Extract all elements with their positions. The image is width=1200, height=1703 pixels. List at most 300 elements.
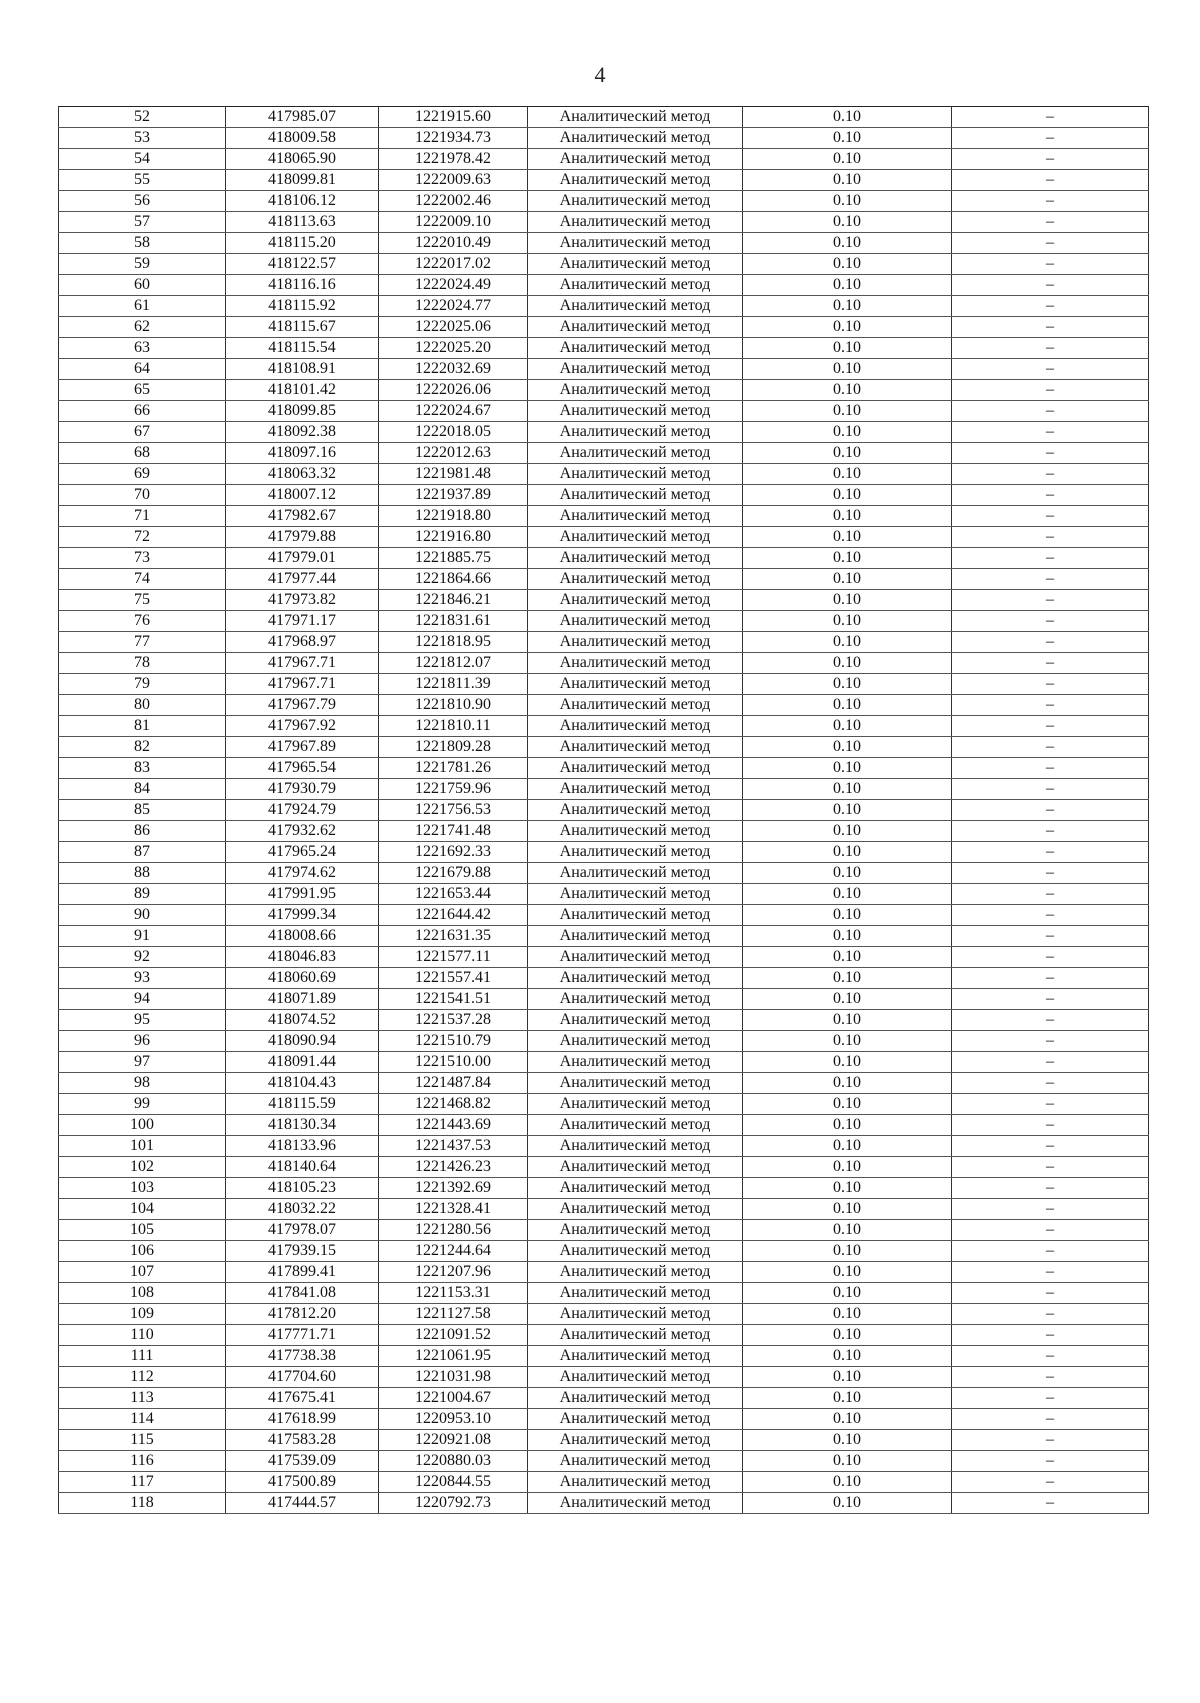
point-number-cell: 93	[59, 968, 226, 989]
point-number-cell: 56	[59, 191, 226, 212]
accuracy-cell: 0.10	[743, 212, 952, 233]
x-coordinate-cell: 418071.89	[226, 989, 379, 1010]
note-cell: –	[952, 1220, 1149, 1241]
table-row	[59, 191, 1149, 212]
accuracy-cell: 0.10	[743, 1241, 952, 1262]
y-coordinate-cell: 1220921.08	[379, 1430, 528, 1451]
y-coordinate-cell: 1220844.55	[379, 1472, 528, 1493]
x-coordinate-cell: 417979.88	[226, 527, 379, 548]
y-coordinate-cell: 1221631.35	[379, 926, 528, 947]
y-coordinate-cell: 1221934.73	[379, 128, 528, 149]
method-cell: Аналитический метод	[528, 947, 743, 968]
y-coordinate-cell: 1221577.11	[379, 947, 528, 968]
point-number-cell: 75	[59, 590, 226, 611]
method-cell: Аналитический метод	[528, 191, 743, 212]
x-coordinate-cell: 417967.92	[226, 716, 379, 737]
y-coordinate-cell: 1221031.98	[379, 1367, 528, 1388]
note-cell: –	[952, 1367, 1149, 1388]
table-row	[59, 128, 1149, 149]
x-coordinate-cell: 417967.71	[226, 653, 379, 674]
y-coordinate-cell: 1221756.53	[379, 800, 528, 821]
method-cell: Аналитический метод	[528, 590, 743, 611]
table-row	[59, 548, 1149, 569]
point-number-cell: 86	[59, 821, 226, 842]
table-row	[59, 422, 1149, 443]
table-row	[59, 338, 1149, 359]
point-number-cell: 64	[59, 359, 226, 380]
table-row	[59, 716, 1149, 737]
accuracy-cell: 0.10	[743, 968, 952, 989]
table-row	[59, 464, 1149, 485]
y-coordinate-cell: 1221812.07	[379, 653, 528, 674]
table-row	[59, 569, 1149, 590]
x-coordinate-cell: 418108.91	[226, 359, 379, 380]
x-coordinate-cell: 418115.92	[226, 296, 379, 317]
method-cell: Аналитический метод	[528, 1241, 743, 1262]
note-cell: –	[952, 611, 1149, 632]
point-number-cell: 61	[59, 296, 226, 317]
accuracy-cell: 0.10	[743, 338, 952, 359]
accuracy-cell: 0.10	[743, 527, 952, 548]
method-cell: Аналитический метод	[528, 128, 743, 149]
point-number-cell: 116	[59, 1451, 226, 1472]
point-number-cell: 106	[59, 1241, 226, 1262]
accuracy-cell: 0.10	[743, 548, 952, 569]
point-number-cell: 99	[59, 1094, 226, 1115]
table-row	[59, 779, 1149, 800]
y-coordinate-cell: 1220880.03	[379, 1451, 528, 1472]
note-cell: –	[952, 506, 1149, 527]
x-coordinate-cell: 417974.62	[226, 863, 379, 884]
accuracy-cell: 0.10	[743, 653, 952, 674]
point-number-cell: 83	[59, 758, 226, 779]
note-cell: –	[952, 1136, 1149, 1157]
table-row	[59, 611, 1149, 632]
note-cell: –	[952, 149, 1149, 170]
table-row	[59, 1031, 1149, 1052]
x-coordinate-cell: 418032.22	[226, 1199, 379, 1220]
point-number-cell: 95	[59, 1010, 226, 1031]
x-coordinate-cell: 417500.89	[226, 1472, 379, 1493]
note-cell: –	[952, 779, 1149, 800]
note-cell: –	[952, 1325, 1149, 1346]
x-coordinate-cell: 418133.96	[226, 1136, 379, 1157]
note-cell: –	[952, 359, 1149, 380]
method-cell: Аналитический метод	[528, 317, 743, 338]
y-coordinate-cell: 1220953.10	[379, 1409, 528, 1430]
y-coordinate-cell: 1222018.05	[379, 422, 528, 443]
method-cell: Аналитический метод	[528, 569, 743, 590]
accuracy-cell: 0.10	[743, 359, 952, 380]
method-cell: Аналитический метод	[528, 1388, 743, 1409]
accuracy-cell: 0.10	[743, 884, 952, 905]
point-number-cell: 66	[59, 401, 226, 422]
point-number-cell: 110	[59, 1325, 226, 1346]
y-coordinate-cell: 1221443.69	[379, 1115, 528, 1136]
table-row	[59, 884, 1149, 905]
table-row	[59, 506, 1149, 527]
y-coordinate-cell: 1221091.52	[379, 1325, 528, 1346]
point-number-cell: 103	[59, 1178, 226, 1199]
y-coordinate-cell: 1222009.63	[379, 170, 528, 191]
x-coordinate-cell: 417985.07	[226, 107, 379, 128]
x-coordinate-cell: 418105.23	[226, 1178, 379, 1199]
method-cell: Аналитический метод	[528, 779, 743, 800]
x-coordinate-cell: 417899.41	[226, 1262, 379, 1283]
point-number-cell: 97	[59, 1052, 226, 1073]
note-cell: –	[952, 233, 1149, 254]
x-coordinate-cell: 417771.71	[226, 1325, 379, 1346]
accuracy-cell: 0.10	[743, 1409, 952, 1430]
accuracy-cell: 0.10	[743, 1283, 952, 1304]
table-row	[59, 107, 1149, 128]
table-row	[59, 1388, 1149, 1409]
accuracy-cell: 0.10	[743, 191, 952, 212]
note-cell: –	[952, 905, 1149, 926]
accuracy-cell: 0.10	[743, 1304, 952, 1325]
point-number-cell: 112	[59, 1367, 226, 1388]
note-cell: –	[952, 1262, 1149, 1283]
y-coordinate-cell: 1221811.39	[379, 674, 528, 695]
table-row	[59, 1157, 1149, 1178]
y-coordinate-cell: 1221127.58	[379, 1304, 528, 1325]
note-cell: –	[952, 254, 1149, 275]
table-row	[59, 653, 1149, 674]
method-cell: Аналитический метод	[528, 1094, 743, 1115]
point-number-cell: 105	[59, 1220, 226, 1241]
x-coordinate-cell: 418101.42	[226, 380, 379, 401]
x-coordinate-cell: 418115.54	[226, 338, 379, 359]
accuracy-cell: 0.10	[743, 716, 952, 737]
coordinates-table-body	[59, 107, 1149, 1514]
table-row	[59, 632, 1149, 653]
note-cell: –	[952, 1346, 1149, 1367]
note-cell: –	[952, 1031, 1149, 1052]
note-cell: –	[952, 107, 1149, 128]
accuracy-cell: 0.10	[743, 380, 952, 401]
table-row	[59, 317, 1149, 338]
x-coordinate-cell: 417965.54	[226, 758, 379, 779]
table-row	[59, 800, 1149, 821]
note-cell: –	[952, 1388, 1149, 1409]
point-number-cell: 88	[59, 863, 226, 884]
note-cell: –	[952, 380, 1149, 401]
table-row	[59, 1052, 1149, 1073]
accuracy-cell: 0.10	[743, 1451, 952, 1472]
point-number-cell: 67	[59, 422, 226, 443]
note-cell: –	[952, 863, 1149, 884]
x-coordinate-cell: 418122.57	[226, 254, 379, 275]
method-cell: Аналитический метод	[528, 800, 743, 821]
y-coordinate-cell: 1221916.80	[379, 527, 528, 548]
y-coordinate-cell: 1220792.73	[379, 1493, 528, 1514]
y-coordinate-cell: 1222024.49	[379, 275, 528, 296]
method-cell: Аналитический метод	[528, 338, 743, 359]
table-row	[59, 1346, 1149, 1367]
x-coordinate-cell: 417704.60	[226, 1367, 379, 1388]
method-cell: Аналитический метод	[528, 1157, 743, 1178]
point-number-cell: 62	[59, 317, 226, 338]
note-cell: –	[952, 1241, 1149, 1262]
method-cell: Аналитический метод	[528, 905, 743, 926]
note-cell: –	[952, 1115, 1149, 1136]
y-coordinate-cell: 1221510.00	[379, 1052, 528, 1073]
point-number-cell: 115	[59, 1430, 226, 1451]
x-coordinate-cell: 418099.81	[226, 170, 379, 191]
table-row	[59, 212, 1149, 233]
point-number-cell: 111	[59, 1346, 226, 1367]
note-cell: –	[952, 947, 1149, 968]
method-cell: Аналитический метод	[528, 1178, 743, 1199]
accuracy-cell: 0.10	[743, 926, 952, 947]
y-coordinate-cell: 1221978.42	[379, 149, 528, 170]
method-cell: Аналитический метод	[528, 842, 743, 863]
method-cell: Аналитический метод	[528, 968, 743, 989]
point-number-cell: 87	[59, 842, 226, 863]
y-coordinate-cell: 1221557.41	[379, 968, 528, 989]
table-row	[59, 674, 1149, 695]
point-number-cell: 63	[59, 338, 226, 359]
method-cell: Аналитический метод	[528, 737, 743, 758]
y-coordinate-cell: 1221510.79	[379, 1031, 528, 1052]
note-cell: –	[952, 548, 1149, 569]
y-coordinate-cell: 1221692.33	[379, 842, 528, 863]
point-number-cell: 72	[59, 527, 226, 548]
accuracy-cell: 0.10	[743, 1388, 952, 1409]
point-number-cell: 71	[59, 506, 226, 527]
table-row	[59, 1094, 1149, 1115]
method-cell: Аналитический метод	[528, 443, 743, 464]
method-cell: Аналитический метод	[528, 1304, 743, 1325]
method-cell: Аналитический метод	[528, 464, 743, 485]
point-number-cell: 53	[59, 128, 226, 149]
table-row	[59, 737, 1149, 758]
accuracy-cell: 0.10	[743, 443, 952, 464]
y-coordinate-cell: 1222032.69	[379, 359, 528, 380]
y-coordinate-cell: 1221809.28	[379, 737, 528, 758]
point-number-cell: 74	[59, 569, 226, 590]
table-row	[59, 1409, 1149, 1430]
note-cell: –	[952, 1472, 1149, 1493]
y-coordinate-cell: 1221426.23	[379, 1157, 528, 1178]
point-number-cell: 94	[59, 989, 226, 1010]
point-number-cell: 90	[59, 905, 226, 926]
point-number-cell: 54	[59, 149, 226, 170]
method-cell: Аналитический метод	[528, 1073, 743, 1094]
x-coordinate-cell: 418008.66	[226, 926, 379, 947]
accuracy-cell: 0.10	[743, 1199, 952, 1220]
y-coordinate-cell: 1222002.46	[379, 191, 528, 212]
y-coordinate-cell: 1222010.49	[379, 233, 528, 254]
note-cell: –	[952, 527, 1149, 548]
note-cell: –	[952, 1409, 1149, 1430]
method-cell: Аналитический метод	[528, 1136, 743, 1157]
note-cell: –	[952, 842, 1149, 863]
table-row	[59, 1451, 1149, 1472]
note-cell: –	[952, 653, 1149, 674]
method-cell: Аналитический метод	[528, 422, 743, 443]
table-row	[59, 1199, 1149, 1220]
point-number-cell: 100	[59, 1115, 226, 1136]
table-row	[59, 989, 1149, 1010]
x-coordinate-cell: 418007.12	[226, 485, 379, 506]
table-row	[59, 1136, 1149, 1157]
y-coordinate-cell: 1221644.42	[379, 905, 528, 926]
table-row	[59, 149, 1149, 170]
note-cell: –	[952, 338, 1149, 359]
method-cell: Аналитический метод	[528, 1430, 743, 1451]
table-row	[59, 296, 1149, 317]
table-row	[59, 1010, 1149, 1031]
accuracy-cell: 0.10	[743, 863, 952, 884]
note-cell: –	[952, 884, 1149, 905]
note-cell: –	[952, 821, 1149, 842]
accuracy-cell: 0.10	[743, 800, 952, 821]
accuracy-cell: 0.10	[743, 275, 952, 296]
method-cell: Аналитический метод	[528, 695, 743, 716]
method-cell: Аналитический метод	[528, 1031, 743, 1052]
x-coordinate-cell: 417924.79	[226, 800, 379, 821]
accuracy-cell: 0.10	[743, 821, 952, 842]
accuracy-cell: 0.10	[743, 422, 952, 443]
x-coordinate-cell: 417979.01	[226, 548, 379, 569]
table-row	[59, 1262, 1149, 1283]
accuracy-cell: 0.10	[743, 317, 952, 338]
y-coordinate-cell: 1221915.60	[379, 107, 528, 128]
accuracy-cell: 0.10	[743, 1325, 952, 1346]
table-row	[59, 359, 1149, 380]
y-coordinate-cell: 1221937.89	[379, 485, 528, 506]
y-coordinate-cell: 1221537.28	[379, 1010, 528, 1031]
x-coordinate-cell: 418065.90	[226, 149, 379, 170]
x-coordinate-cell: 418115.20	[226, 233, 379, 254]
accuracy-cell: 0.10	[743, 1157, 952, 1178]
table-row	[59, 254, 1149, 275]
method-cell: Аналитический метод	[528, 653, 743, 674]
note-cell: –	[952, 1010, 1149, 1031]
x-coordinate-cell: 417982.67	[226, 506, 379, 527]
method-cell: Аналитический метод	[528, 212, 743, 233]
point-number-cell: 102	[59, 1157, 226, 1178]
accuracy-cell: 0.10	[743, 1430, 952, 1451]
accuracy-cell: 0.10	[743, 674, 952, 695]
y-coordinate-cell: 1221741.48	[379, 821, 528, 842]
method-cell: Аналитический метод	[528, 527, 743, 548]
table-row	[59, 401, 1149, 422]
point-number-cell: 98	[59, 1073, 226, 1094]
point-number-cell: 69	[59, 464, 226, 485]
x-coordinate-cell: 418090.94	[226, 1031, 379, 1052]
point-number-cell: 80	[59, 695, 226, 716]
note-cell: –	[952, 275, 1149, 296]
x-coordinate-cell: 418099.85	[226, 401, 379, 422]
y-coordinate-cell: 1222012.63	[379, 443, 528, 464]
y-coordinate-cell: 1221831.61	[379, 611, 528, 632]
table-row	[59, 1304, 1149, 1325]
table-row	[59, 527, 1149, 548]
accuracy-cell: 0.10	[743, 1052, 952, 1073]
note-cell: –	[952, 737, 1149, 758]
note-cell: –	[952, 989, 1149, 1010]
accuracy-cell: 0.10	[743, 1346, 952, 1367]
point-number-cell: 70	[59, 485, 226, 506]
point-number-cell: 92	[59, 947, 226, 968]
method-cell: Аналитический метод	[528, 1325, 743, 1346]
x-coordinate-cell: 417977.44	[226, 569, 379, 590]
method-cell: Аналитический метод	[528, 1199, 743, 1220]
x-coordinate-cell: 418046.83	[226, 947, 379, 968]
y-coordinate-cell: 1222026.06	[379, 380, 528, 401]
point-number-cell: 85	[59, 800, 226, 821]
y-coordinate-cell: 1221437.53	[379, 1136, 528, 1157]
method-cell: Аналитический метод	[528, 989, 743, 1010]
x-coordinate-cell: 418097.16	[226, 443, 379, 464]
note-cell: –	[952, 968, 1149, 989]
x-coordinate-cell: 417841.08	[226, 1283, 379, 1304]
method-cell: Аналитический метод	[528, 758, 743, 779]
y-coordinate-cell: 1221541.51	[379, 989, 528, 1010]
note-cell: –	[952, 1052, 1149, 1073]
point-number-cell: 101	[59, 1136, 226, 1157]
method-cell: Аналитический метод	[528, 149, 743, 170]
table-row	[59, 1073, 1149, 1094]
y-coordinate-cell: 1221153.31	[379, 1283, 528, 1304]
point-number-cell: 81	[59, 716, 226, 737]
note-cell: –	[952, 485, 1149, 506]
x-coordinate-cell: 417930.79	[226, 779, 379, 800]
point-number-cell: 104	[59, 1199, 226, 1220]
x-coordinate-cell: 417583.28	[226, 1430, 379, 1451]
point-number-cell: 78	[59, 653, 226, 674]
method-cell: Аналитический метод	[528, 506, 743, 527]
accuracy-cell: 0.10	[743, 947, 952, 968]
y-coordinate-cell: 1221818.95	[379, 632, 528, 653]
y-coordinate-cell: 1221679.88	[379, 863, 528, 884]
y-coordinate-cell: 1221846.21	[379, 590, 528, 611]
page-number: 4	[594, 62, 606, 87]
accuracy-cell: 0.10	[743, 590, 952, 611]
note-cell: –	[952, 1073, 1149, 1094]
method-cell: Аналитический метод	[528, 863, 743, 884]
accuracy-cell: 0.10	[743, 1178, 952, 1199]
note-cell: –	[952, 422, 1149, 443]
note-cell: –	[952, 1283, 1149, 1304]
x-coordinate-cell: 417932.62	[226, 821, 379, 842]
x-coordinate-cell: 417967.71	[226, 674, 379, 695]
x-coordinate-cell: 417539.09	[226, 1451, 379, 1472]
x-coordinate-cell: 418106.12	[226, 191, 379, 212]
y-coordinate-cell: 1221468.82	[379, 1094, 528, 1115]
table-row	[59, 1178, 1149, 1199]
accuracy-cell: 0.10	[743, 464, 952, 485]
y-coordinate-cell: 1222025.20	[379, 338, 528, 359]
accuracy-cell: 0.10	[743, 1262, 952, 1283]
note-cell: –	[952, 128, 1149, 149]
table-row	[59, 1220, 1149, 1241]
x-coordinate-cell: 417968.97	[226, 632, 379, 653]
accuracy-cell: 0.10	[743, 1094, 952, 1115]
x-coordinate-cell: 417973.82	[226, 590, 379, 611]
table-row	[59, 695, 1149, 716]
method-cell: Аналитический метод	[528, 1262, 743, 1283]
method-cell: Аналитический метод	[528, 296, 743, 317]
accuracy-cell: 0.10	[743, 989, 952, 1010]
x-coordinate-cell: 418091.44	[226, 1052, 379, 1073]
y-coordinate-cell: 1221885.75	[379, 548, 528, 569]
point-number-cell: 109	[59, 1304, 226, 1325]
y-coordinate-cell: 1221864.66	[379, 569, 528, 590]
note-cell: –	[952, 1304, 1149, 1325]
